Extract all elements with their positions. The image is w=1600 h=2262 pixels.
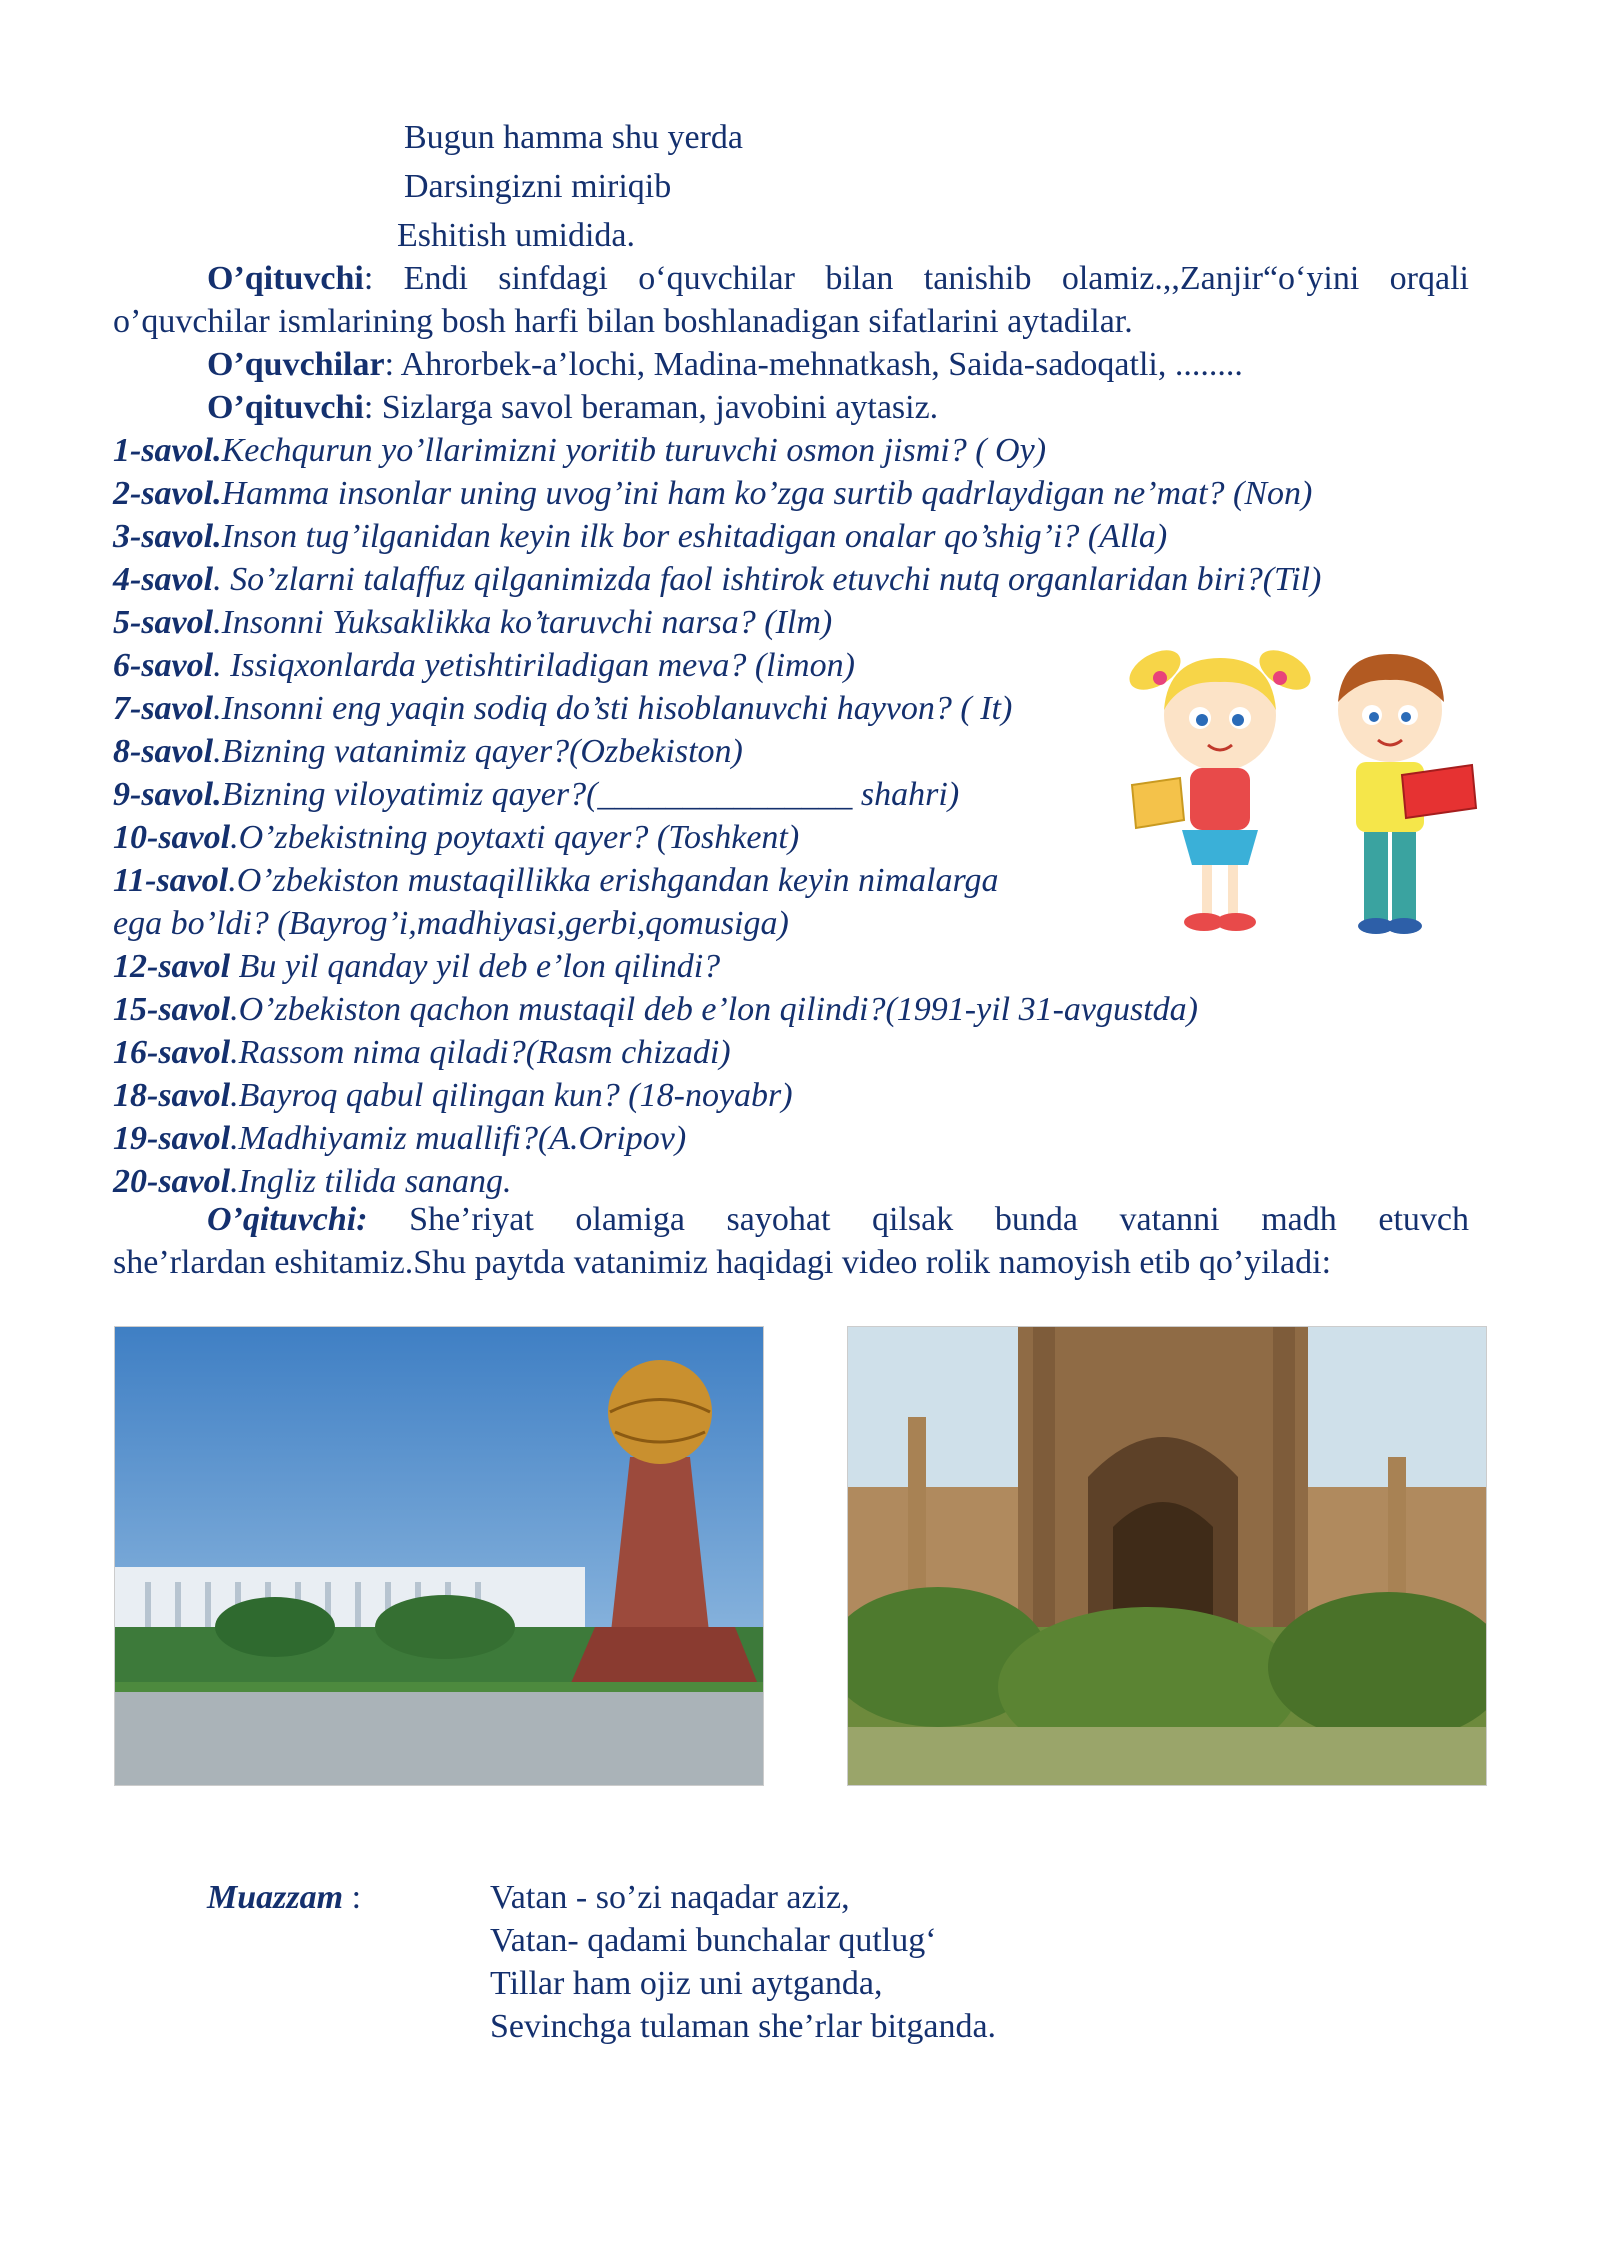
speaker-teacher: O’qituvchi: xyxy=(207,1201,368,1238)
question-line xyxy=(113,1031,1469,1074)
muazzam-label xyxy=(207,1876,361,1919)
question-label: 20-savol xyxy=(113,1163,231,1200)
muazzam-poem-line-3: Tillar ham ojiz uni aytganda, xyxy=(490,1965,883,2002)
question-label: 3-savol. xyxy=(113,518,222,555)
question-label: 5-savol xyxy=(113,604,214,641)
question-text: . Issiqxonlarda yetishtiriladigan meva? (limon) xyxy=(213,647,855,684)
speaker-teacher: O’qituvchi xyxy=(207,260,364,297)
students-paragraph xyxy=(207,343,1469,386)
question-text: .O’zbekiston mustaqillikka erishgandan keyin nimalarga xyxy=(228,862,999,899)
question-text: .Rassom nima qiladi?(Rasm chizadi) xyxy=(230,1034,731,1071)
teacher-text-3: She’riyat olamiga sayohat qilsak bunda vatanni madh etuvch xyxy=(367,1201,1469,1238)
question-label: 2-savol. xyxy=(113,475,222,512)
question-text: .Madhiyamiz muallifi?(A.Oripov) xyxy=(230,1120,687,1157)
question-text: ega bo’ldi? (Bayrog’i,madhiyasi,gerbi,qomusiga) xyxy=(113,905,789,942)
question-line xyxy=(113,1160,1469,1203)
teacher-paragraph-3 xyxy=(207,1198,1469,1241)
teacher-paragraph-2 xyxy=(207,386,1469,429)
independence-square-photo xyxy=(114,1326,764,1786)
question-text: .Bayroq qabul qilingan kun? (18-noyabr) xyxy=(230,1077,793,1114)
students-text: : Ahrorbek-a’lochi, Madina-mehnatkash, Saida-sadoqatli, ........ xyxy=(384,346,1243,383)
muazzam-poem-line-2: Vatan- qadami bunchalar qutlug‘ xyxy=(490,1922,937,1959)
question-label: 7-savol xyxy=(113,690,214,727)
muazzam-colon: : xyxy=(343,1879,362,1916)
question-text: Inson tug’ilganidan keyin ilk bor eshitadigan onalar qo’shig’i? (Alla) xyxy=(221,518,1168,555)
speaker-teacher: O’qituvchi xyxy=(207,389,364,426)
question-text: .Ingliz tilida sanang. xyxy=(230,1163,512,1200)
question-text: Hamma insonlar uning uvog’ini ham ko’zga surtib qadrlaydigan ne’mat? (Non) xyxy=(221,475,1313,512)
question-label: 16-savol xyxy=(113,1034,231,1071)
intro-poem-line-1: Bugun hamma shu yerda xyxy=(404,119,743,156)
question-text: . So’zlarni talaffuz qilganimizda faol ishtirok etuvchi nutq organlaridan biri?(Til) xyxy=(213,561,1322,598)
question-line xyxy=(113,515,1469,558)
muazzam-poem-line-4: Sevinchga tulaman she’rlar bitganda. xyxy=(490,2008,997,2045)
teacher-paragraph-1 xyxy=(207,257,1469,300)
intro-poem-line-3: Eshitish umidida. xyxy=(397,217,635,254)
question-text: .O’zbekiston qachon mustaqil deb e’lon qilindi?(1991-yil 31-avgustda) xyxy=(230,991,1198,1028)
question-label: 8-savol xyxy=(113,733,214,770)
teacher-text-1: : Endi sinfdagi o‘quvchilar bilan tanishib olamiz.,,Zanjir“o‘yini orqali xyxy=(363,260,1469,297)
question-label: 11-savol xyxy=(113,862,229,899)
question-text: Bizning viloyatimiz qayer?(_______________ shahri) xyxy=(221,776,960,813)
intro-poem-line-2: Darsingizni miriqib xyxy=(404,168,672,205)
speaker-students: O’quvchilar xyxy=(207,346,385,383)
question-line xyxy=(113,1074,1469,1117)
question-text: .O’zbekistning poytaxti qayer? (Toshkent) xyxy=(230,819,800,856)
question-label: 10-savol xyxy=(113,819,231,856)
samarkand-madrasa-photo xyxy=(847,1326,1487,1786)
muazzam-poem-line-1: Vatan - so’zi naqadar aziz, xyxy=(490,1879,850,1916)
question-line xyxy=(113,472,1469,515)
question-label: 18-savol xyxy=(113,1077,231,1114)
children-reading-illustration xyxy=(1120,640,1490,960)
question-label: 15-savol xyxy=(113,991,231,1028)
question-text: .Insonni Yuksaklikka ko’taruvchi narsa? (Ilm) xyxy=(213,604,833,641)
question-line xyxy=(113,429,1469,472)
speaker-muazzam: Muazzam xyxy=(207,1879,344,1916)
teacher-paragraph-1-cont: o’quvchilar ismlarining bosh harfi bilan boshlanadigan sifatlarini aytadilar. xyxy=(113,303,1133,340)
question-label: 4-savol xyxy=(113,561,214,598)
question-line xyxy=(113,601,1469,644)
question-text: .Insonni eng yaqin sodiq do’sti hisoblanuvchi hayvon? ( It) xyxy=(213,690,1013,727)
question-label: 9-savol. xyxy=(113,776,222,813)
question-label: 6-savol xyxy=(113,647,214,684)
question-label: 12-savol xyxy=(113,948,231,985)
teacher-paragraph-3-cont: she’rlardan eshitamiz.Shu paytda vatanimiz haqidagi video rolik namoyish etib qo’yiladi: xyxy=(113,1244,1332,1281)
question-text: Kechqurun yo’llarimizni yoritib turuvchi osmon jismi? ( Oy) xyxy=(221,432,1047,469)
question-text: .Bizning vatanimiz qayer?(Ozbekiston) xyxy=(213,733,743,770)
teacher-text-2: : Sizlarga savol beraman, javobini aytasiz. xyxy=(363,389,939,426)
question-line xyxy=(113,988,1469,1031)
question-line xyxy=(113,1117,1469,1160)
question-line xyxy=(113,558,1469,601)
question-label: 1-savol. xyxy=(113,432,222,469)
question-label: 19-savol xyxy=(113,1120,231,1157)
question-text: Bu yil qanday yil deb e’lon qilindi? xyxy=(230,948,721,985)
